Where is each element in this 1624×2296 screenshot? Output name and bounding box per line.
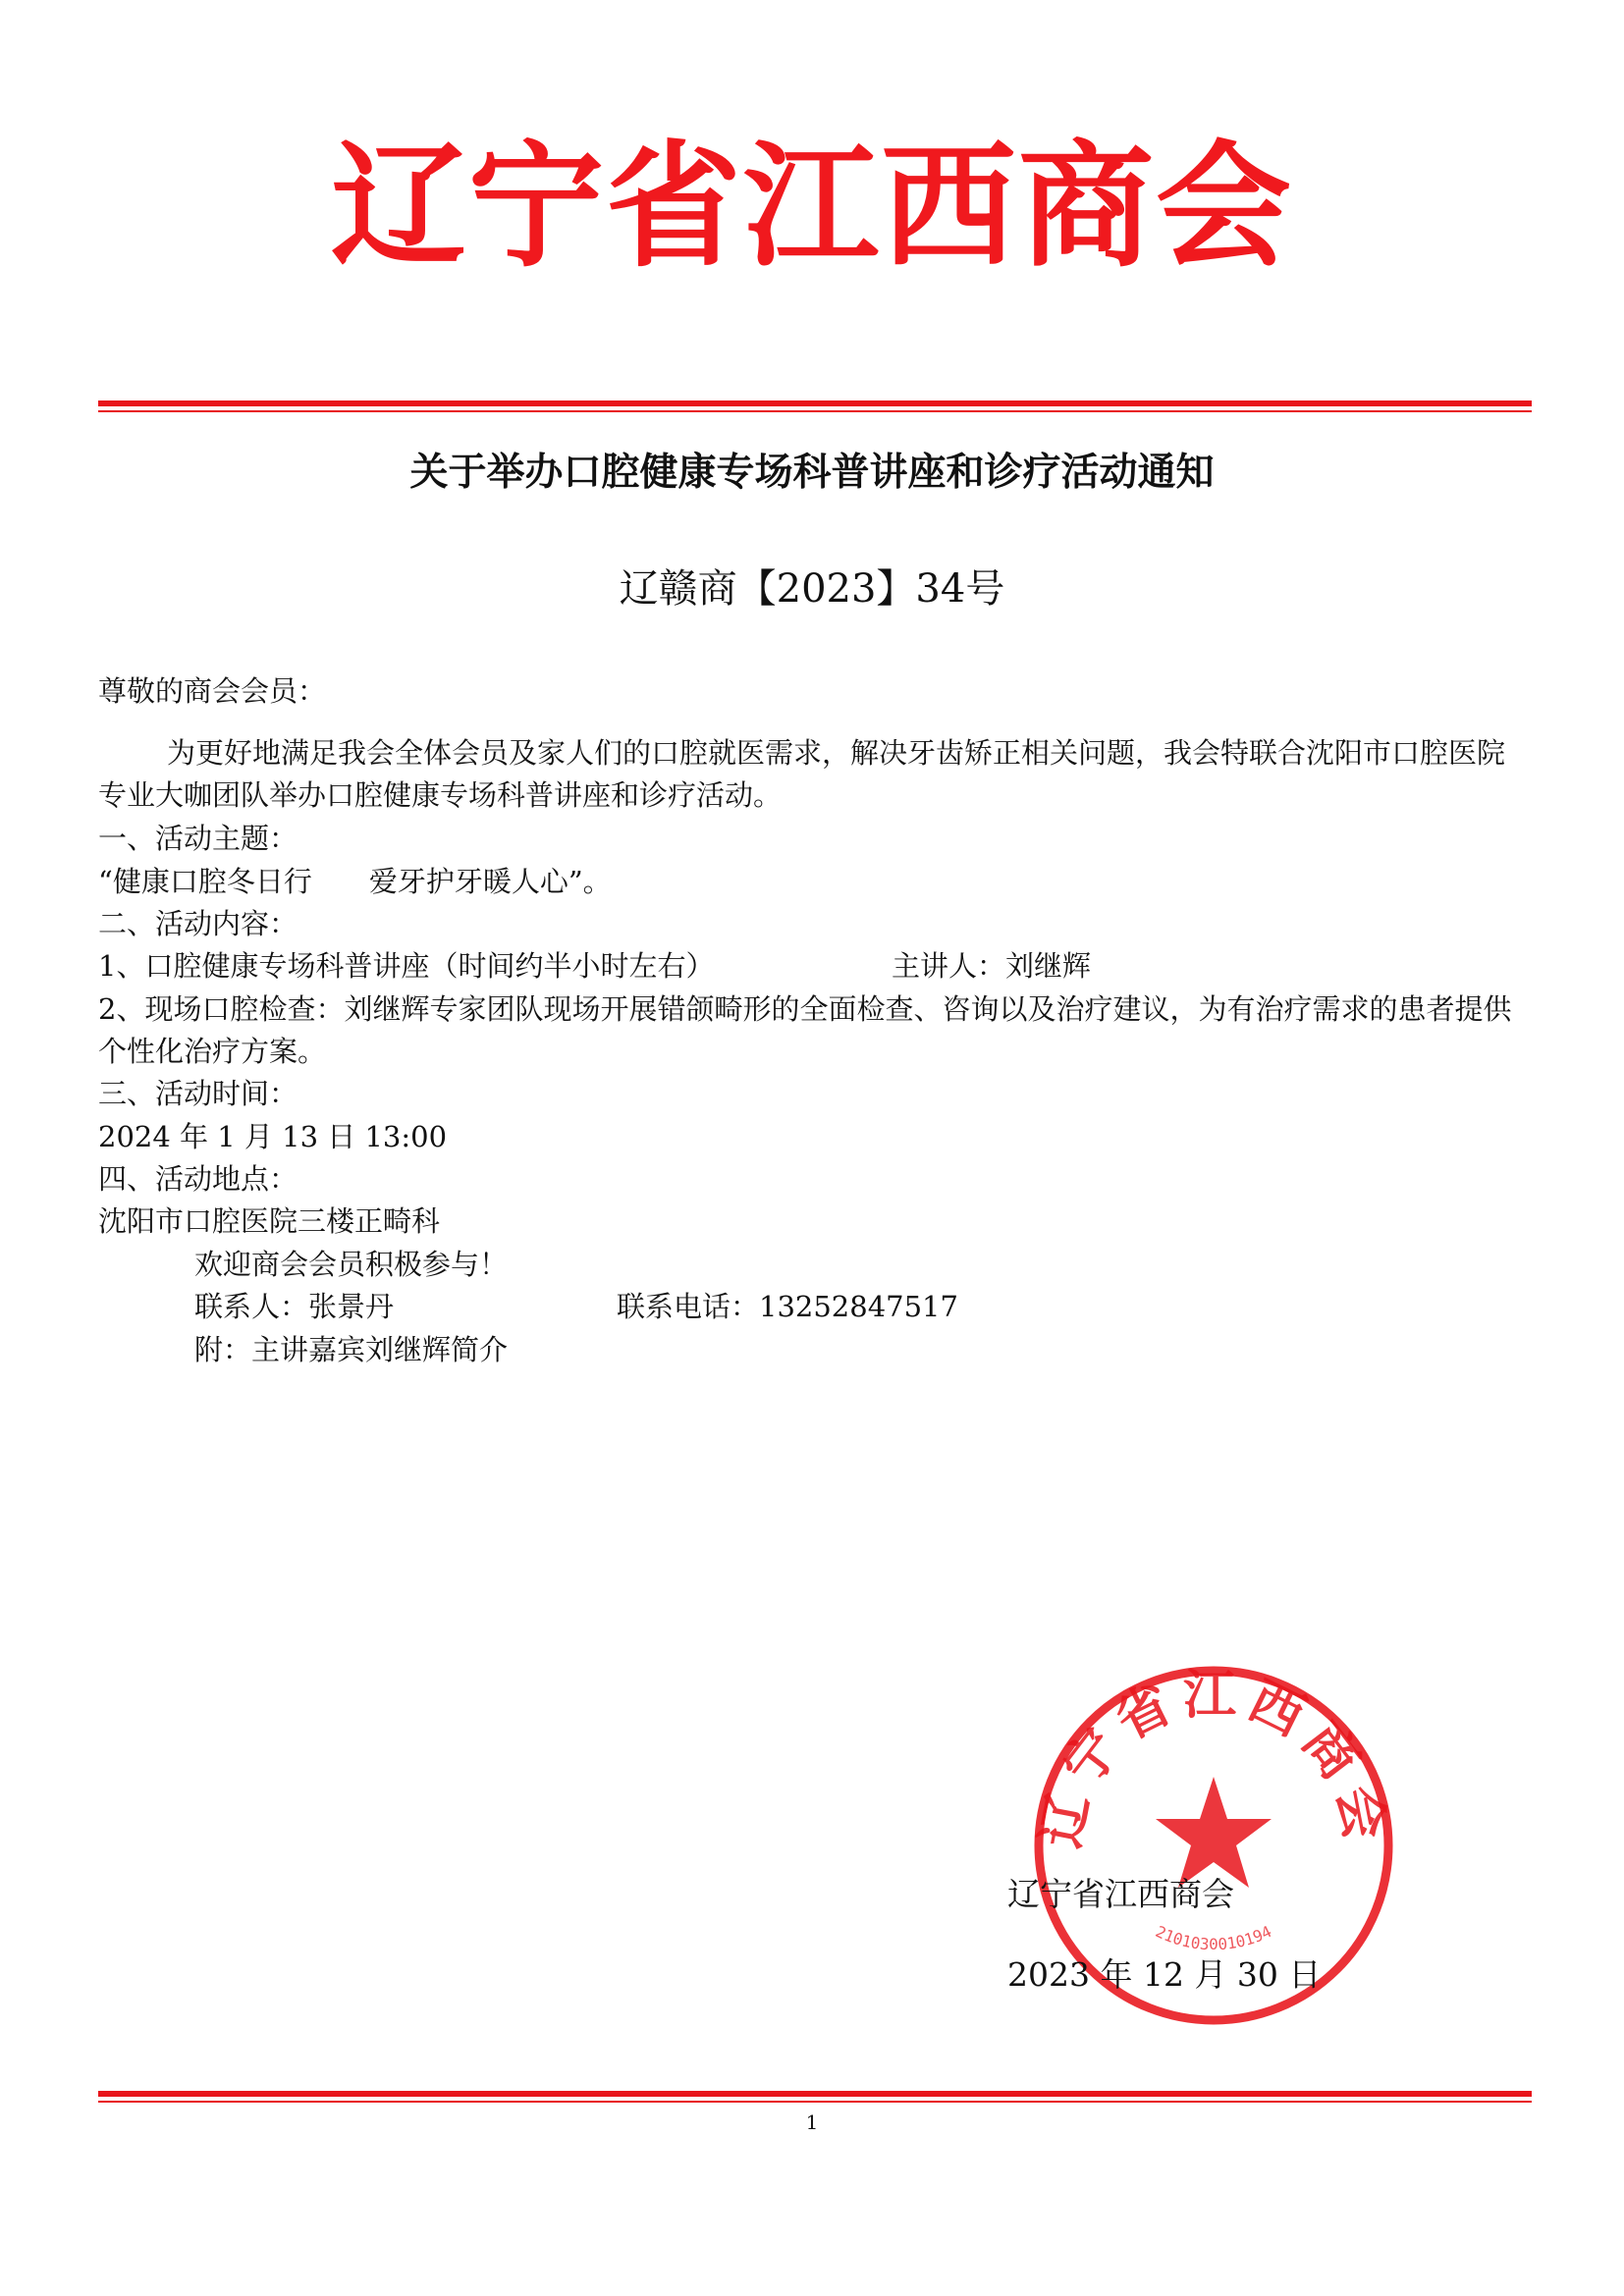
seal-text: 辽宁省江西商会 bbox=[1028, 1662, 1399, 1853]
intro-paragraph: 为更好地满足我会全体会员及家人们的口腔就医需求，解决牙齿矫正相关问题，我会特联合沈阳市口腔医院专业大咖团队举办口腔健康专场科普讲座和诊疗活动。 bbox=[98, 736, 1506, 812]
content-item-1: 1、口腔健康专场科普讲座（时间约半小时左右） bbox=[98, 949, 715, 983]
page-number: 1 bbox=[805, 2110, 819, 2134]
time-text: 2024 年 1 月 13 日 13:00 bbox=[98, 1120, 448, 1153]
signature-org: 辽宁省江西商会 bbox=[1007, 1875, 1234, 1913]
content-item-2: 2、现场口腔检查：刘继辉专家团队现场开展错颌畸形的全面检查、咨询以及治疗建议，为有治疗需求的患者提供个性化治疗方案。 bbox=[98, 992, 1512, 1068]
footer-rule-thin bbox=[98, 2101, 1532, 2103]
time-heading: 三、活动时间： bbox=[98, 1077, 298, 1110]
attachment-note: 附：主讲嘉宾刘继辉简介 bbox=[194, 1333, 509, 1366]
header-rule-thick bbox=[98, 400, 1532, 406]
header-rule-thin bbox=[98, 410, 1532, 412]
seal-star-icon bbox=[1156, 1777, 1272, 1888]
seal-number: 2101030010194 bbox=[1152, 1921, 1275, 1954]
place-heading: 四、活动地点： bbox=[98, 1162, 298, 1196]
contact-person: 联系人：张景丹 bbox=[194, 1290, 395, 1323]
theme-heading: 一、活动主题： bbox=[98, 822, 298, 855]
footer-rule-thick bbox=[98, 2091, 1532, 2097]
svg-text:2101030010194 bbox=[1153, 1922, 1274, 1953]
place-text: 沈阳市口腔医院三楼正畸科 bbox=[98, 1204, 441, 1238]
welcome-text: 欢迎商会会员积极参与！ bbox=[194, 1248, 509, 1281]
signature-date: 2023 年 12 月 30 日 bbox=[1007, 1955, 1322, 1994]
document-number: 辽赣商【2023】34号 bbox=[619, 566, 1005, 612]
salutation: 尊敬的商会会员： bbox=[98, 674, 327, 708]
content-item-1-speaker: 主讲人：刘继辉 bbox=[892, 949, 1092, 983]
contact-phone: 联系电话：13252847517 bbox=[617, 1290, 958, 1323]
content-heading: 二、活动内容： bbox=[98, 907, 298, 940]
document-title: 关于举办口腔健康专场科普讲座和诊疗活动通知 bbox=[409, 450, 1215, 495]
theme-text: “健康口腔冬日行 爱牙护牙暖人心”。 bbox=[98, 865, 612, 898]
letterhead-title: 辽宁省江西商会 bbox=[330, 126, 1293, 286]
